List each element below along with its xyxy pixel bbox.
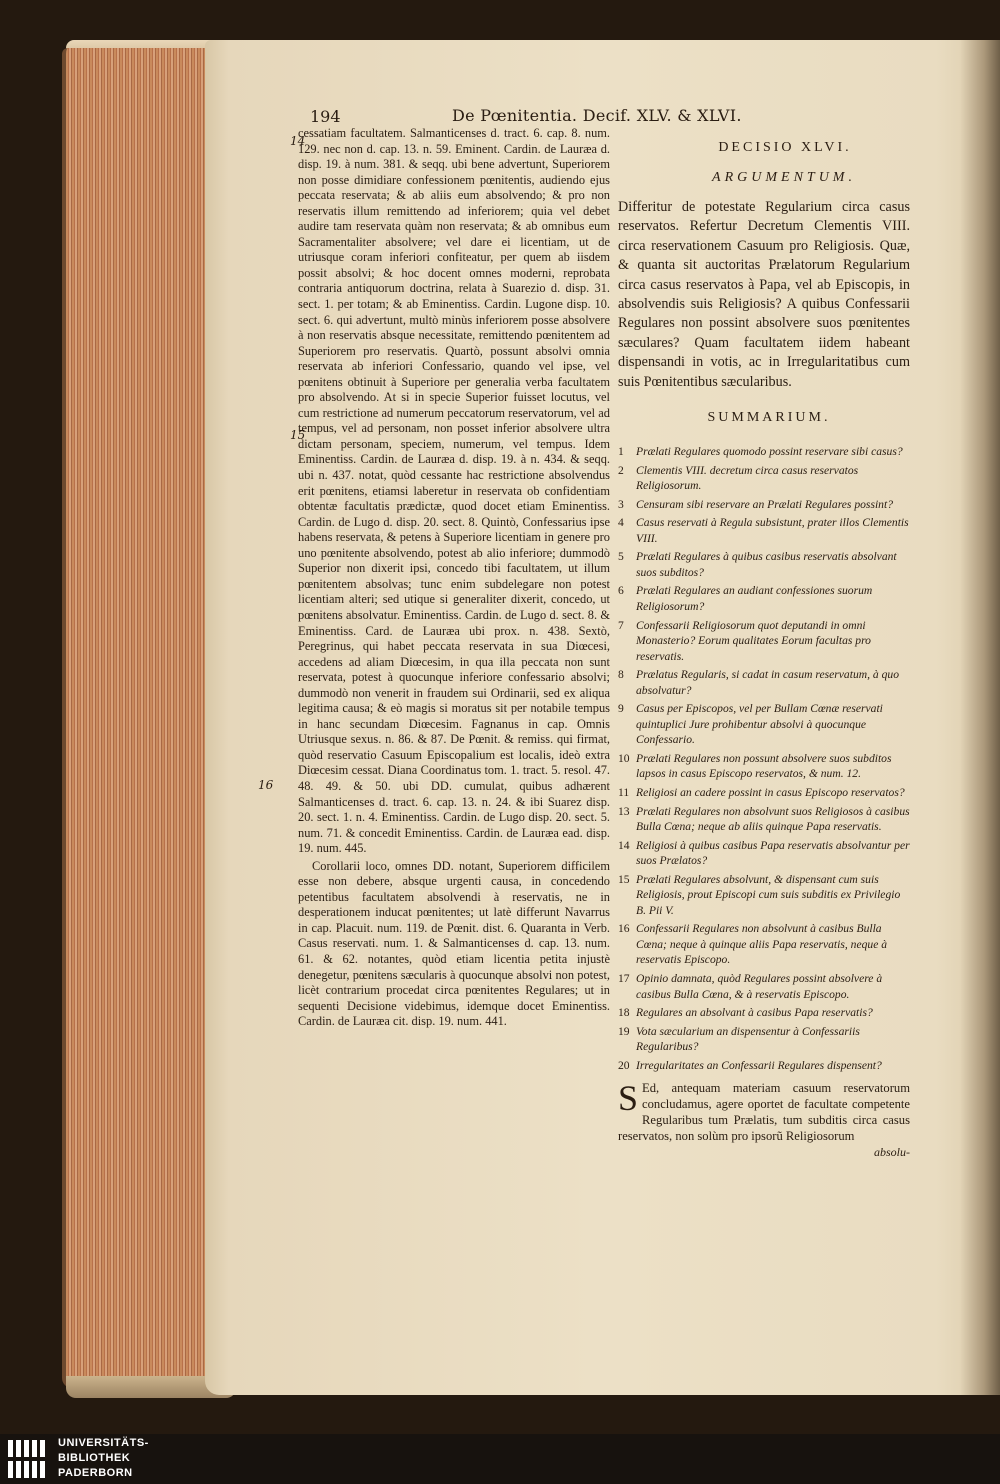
- summary-item-number: 3: [618, 497, 624, 511]
- summary-item-text: Censuram sibi reservare an Prælati Regulares possint?: [636, 497, 893, 511]
- logo-text-line: PADERBORN: [58, 1467, 133, 1479]
- summary-heading: SUMMARIUM.: [707, 410, 831, 426]
- summary-item: [618, 921, 910, 968]
- summary-item-number: 7: [618, 618, 624, 632]
- body-paragraph: [618, 1078, 910, 1144]
- right-column: [618, 140, 910, 1160]
- logo-text-line: BIBLIOTHEK: [58, 1452, 131, 1464]
- summary-item-number: 2: [618, 463, 624, 477]
- summary-item: [618, 497, 910, 513]
- summary-item-text: Prælati Regulares non absolvunt suos Religiosos à casibus Bulla Cœna; neque ab aliis quinque Papa reservatis.: [636, 804, 910, 834]
- summary-item-text: Religiosi an cadere possint in casus Episcopo reservatos?: [636, 786, 905, 799]
- summary-item: [618, 1005, 910, 1021]
- summary-item: [618, 785, 910, 801]
- summary-item-number: 1: [618, 445, 624, 459]
- paragraph: Corollarii loco, omnes DD. notant, Superiorem difficilem esse non debere, absque urgenti causa, in concedendo petentibus facultatem absolvendi à reservatis, ne in desperationem inducat pœnitentes; ut latè differunt Navarrus in cap. Placuit. num. 119. de Pœnit. dist. 6. Quaranta in Verb. Casus reservati. num. 1. & Salmanticenses d. cap. 13. num. 61. & 62. notantes, quòd etiam licentia petita injustè denegetur, pœnitens sæcularis à quocunque absolvi non potest, licèt contrarium procedat circa pœnitentes Regulares; ut in sequenti Decisione videbimus, idemque docet Eminentiss. Cardin. de Lauræa cit. disp. 19. num. 441.: [298, 858, 610, 1029]
- summary-item-text: Regulares an absolvant à casibus Papa reservatis?: [636, 1006, 873, 1020]
- summary-item-number: 14: [618, 838, 630, 852]
- summary-item-text: Vota sæcularium an dispensentur à Confessariis Regularibus?: [636, 1024, 860, 1054]
- page-gutter-shadow: [960, 40, 1000, 1395]
- summary-item-number: 16: [618, 922, 630, 936]
- library-footer: [0, 1434, 1000, 1484]
- summary-item: [618, 1024, 910, 1055]
- summary-item: [618, 515, 910, 546]
- summary-item-number: 13: [618, 804, 630, 818]
- summary-item-number: 17: [618, 972, 630, 986]
- summary-item-text: Casus reservati à Regula subsistunt, prater illos Clementis VIII.: [636, 516, 909, 545]
- summary-item-text: Prælati Regulares an audiant confessiones suorum Religiosorum?: [636, 584, 873, 613]
- summary-item: [618, 751, 910, 782]
- summary-item: [618, 583, 910, 614]
- summary-item-text: Casus per Episcopos, vel per Bullam Cœnæ reservati quintuplici Jure prohibentur absolvi à quocunque Confessario.: [636, 702, 883, 747]
- page-number: 194: [310, 107, 341, 126]
- summary-item-text: Prælati Regulares à quibus casibus reservatis absolvant suos subditos?: [636, 550, 897, 579]
- summary-item-text: Religiosi à quibus casibus Papa reservatis absolvantur per suos Prælatos?: [636, 838, 910, 868]
- argument-heading: ARGUMENTUM.: [712, 170, 856, 185]
- summary-item: [618, 1058, 910, 1074]
- summary-item: [618, 838, 910, 869]
- summary-item: [618, 444, 910, 460]
- running-title: De Pœnitentia. Decif. XLV. & XLVI.: [452, 106, 742, 125]
- summary-item-number: 8: [618, 668, 624, 682]
- summary-list: [618, 444, 910, 1073]
- margin-number: 15: [290, 428, 306, 442]
- catchword: absolu-: [874, 1145, 910, 1160]
- summary-item-number: 20: [618, 1058, 630, 1072]
- summary-item-number: 6: [618, 584, 624, 598]
- summary-item-number: 5: [618, 550, 624, 564]
- logo-text-line: UNIVERSITÄTS-: [58, 1437, 149, 1449]
- summary-item-text: Clementis VIII. decretum circa casus reservatos Religiosorum.: [636, 463, 859, 493]
- summary-item-number: 9: [618, 702, 624, 716]
- summary-item-number: 18: [618, 1006, 630, 1020]
- summary-item-number: 11: [618, 786, 630, 799]
- summary-item-text: Confessarii Religiosorum quot deputandi in omni Monasterio? Eorum qualitates Eorum facultas pro reservatis.: [636, 618, 871, 663]
- left-column: [298, 126, 610, 1030]
- margin-number: 16: [258, 778, 274, 792]
- summary-item-number: 15: [618, 872, 630, 886]
- summary-item: [618, 618, 910, 665]
- summary-item-text: Prælati Regulares quomodo possint reservare sibi casus?: [636, 445, 903, 459]
- summary-item: [618, 549, 910, 580]
- paragraph: cessatiam facultatem. Salmanticenses d. tract. 6. cap. 8. num. 129. nec non d. cap. 13. n. 59. Eminent. Cardin. de Lauræa d. disp. 19. à num. 381. & seqq. ubi bene advertunt, Superiorem non posse dimidiare confessionem pœnitentis, audiendo ejus peccata reservata; & ab aliis eum absolvendo; & pro non reservatis illum remittendo ad inferiorem; quia vel debet audire tam reservata quàm non reservata; & ab omnibus eum Sacramentaliter absolvere; vel dare ei licentiam, ut de utriusque coram inferiori confiteatur, per quem ab iisdem possit absolvi; & hoc docent omnes moderni, reprobata contraria antiquorum doctrina, relata à Suarezio d. disp. 31. sect. 1. per totam; & ab Eminentiss. Cardin. Lugone disp. 10. sect. 6. qui advertunt, multò minùs inferiorem posse absolvere à non reservatis absque necessitate, remittendo pœnitentem ad Superiorem pro reservatis. Quartò, possunt absolvi omnia reservata ab inferiori Confessario, quando vel ipse, vel pœnitens obtinuit à Superiore per generalia verba facultatem pro absolvendo. At si in specie Superior fuisset locutus, vel cum restrictione ad numerum peccatorum reservatorum, vel ad tempus, vel ad personam, non posset inferior absolvere ultra dictam personam, speciem, numerum, vel tempus. Idem Eminentiss. Cardin. de Lauræa d. disp. 19. à n. 434. & seqq. ubi n. 437. notat, quòd cessante hac restrictione absolvendus erit pœnitens, etiamsi laberetur in reservata ob confidentiam obtentæ facultatis prædictæ, quod docet etiam Eminentiss. Cardin. de Lugo d. disp. 20. sect. 8. Quintò, Confessarius ipse habens reservata, & petens à Superiore licentiam in genere pro uno pœnitente absolvendo, potest ab alio inferiore; dummodò Superior non dixerit ipsi, concedo tibi facultatem, ut illum pœnitentem absolvas; tunc enim subdelegare non potest licentiam alteri; sed utique si generaliter dixerit, concedo, ut pœnitens absolvatur. Eminentiss. Cardin. de Lugo d. sect. 8. & Eminentiss. Card. de Lauræa ubi prox. n. 438. Sextò, Peregrinus, qui habet peccata reservata in sua Diœcesi, accedens ad aliam Diœcesim, in qua illa peccata non sunt reservata, potest à quocunque inferiore confessario absolvi; dummodò non venerit in fraudem sui Ordinarii, sed ex aliqua legitima causa; & eò magis si moratus sit per notabile tempus in hanc secundam Diœcesim. Fagnanus in cap. Omnis Utriusque sexus. n. 86. & 87. De Pœnit. & remiss. qui firmat, quòd reservatio Casuum Episcopalium est localis, ideò extra Diœcesim cessat. Diana Coordinatus tom. 1. tract. 5. resol. 47. 48. 49. & 50. ubi DD. cumulat, quibus adhærent Salmanticenses d. tract. 6. cap. 13. n. 24. & ibi Suarez disp. 20. sect. 1. n. 4. Eminentiss. Cardin. de Lugo disp. 20. sect. 5. num. 71. & concedit Eminentiss. Cardin. de Lauræa ead. disp. 19. num. 445.: [298, 126, 610, 856]
- summary-item-number: 4: [618, 516, 624, 530]
- summary-item: [618, 667, 910, 698]
- summary-item-number: 19: [618, 1024, 630, 1038]
- summary-item-text: Irregularitates an Confessarii Regulares dispensent?: [636, 1058, 882, 1072]
- body-text: Ed, antequam materiam casuum reservatorum concludamus, agere oportet de facultate competente Regularibus tum Prælatis, tum subditis circa casus reservatos, non solùm pro ipsorũ Religiosorum: [618, 1081, 910, 1143]
- summary-item: [618, 701, 910, 748]
- library-logo-icon: [6, 1437, 50, 1481]
- summary-item: [618, 971, 910, 1002]
- decision-title: DECISIO XLVI.: [718, 140, 852, 155]
- summary-item-text: Prælati Regulares non possunt absolvere suos subditos lapsos in casus Episcopo reservatos, & num. 12.: [636, 751, 892, 781]
- summary-item-text: Prælatus Regularis, si cadat in casum reservatum, à quo absolvatur?: [636, 668, 899, 697]
- argument-text: Differitur de potestate Regularium circa casus reservatos. Refertur Decretum Clementis VIII. circa reservationem Casuum pro Religiosis. Quæ, & quanta sit auctoritas Prælatorum Regularium circa casus reservatos à Papa, vel ab Episcopis, in absolvendis suis Religiosis? A quibus Confessarii Regulares non possint absolvere suos pœnitentes sæculares? Quam facultatem iidem habeant dispensandi in votis, ac in Irregularitatibus cum suis Pœnitentibus sæcularibus.: [618, 199, 910, 390]
- summary-item: [618, 804, 910, 835]
- summary-item-number: 10: [618, 751, 630, 765]
- book-fore-edge: [62, 48, 212, 1388]
- summary-item-text: Confessarii Regulares non absolvunt à casibus Bulla Cœna; neque à quinque aliis Papa reservatis, neque à reservatis Episcopo.: [636, 922, 888, 967]
- summary-item-text: Prælati Regulares absolvunt, & dispensant cum suis Religiosis, prout Episcopi cum suis subditis ex Privilegio B. Pii V.: [636, 872, 901, 917]
- summary-item-text: Opinio damnata, quòd Regulares possint absolvere à casibus Bulla Cœna, & à reservatis Episcopo.: [636, 972, 883, 1001]
- margin-number: 14: [290, 134, 306, 148]
- summary-item: [618, 872, 910, 919]
- drop-cap: S: [618, 1078, 639, 1119]
- summary-item: [618, 463, 910, 494]
